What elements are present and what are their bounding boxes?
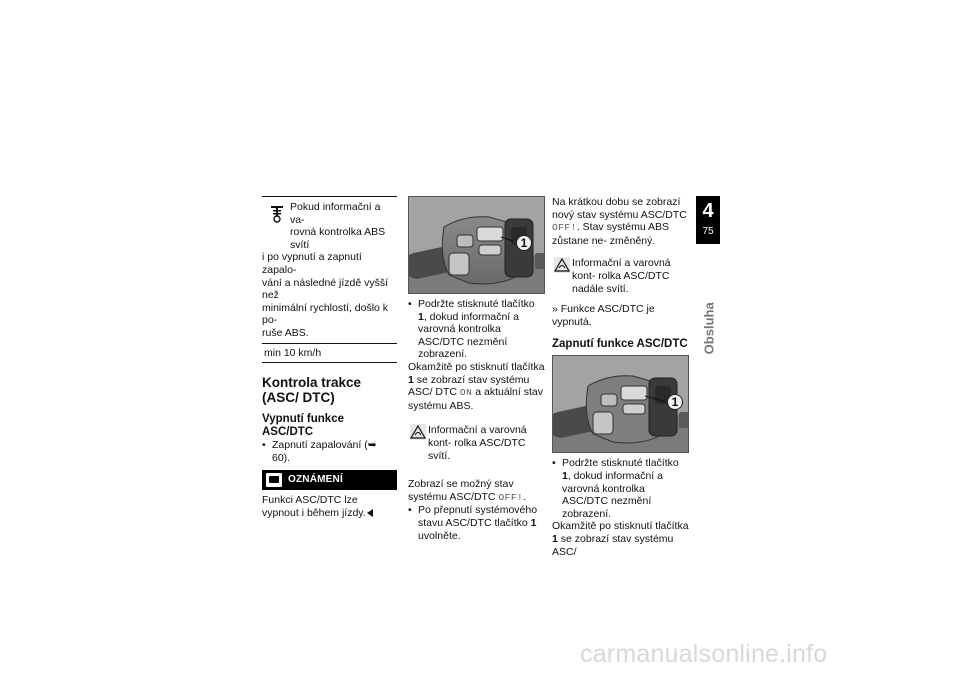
abs-note-line: i po vypnutí a zapnutí zapalo- <box>262 251 362 276</box>
notice-text-wrap <box>262 494 397 519</box>
chapter-title-wrap <box>700 300 717 360</box>
text: Okamžitě po stisknutí tlačítka <box>552 520 689 533</box>
text: se zobrazí stav systému ASC/ DTC <box>408 373 530 399</box>
text: se zobrazí stav systému ASC/ <box>552 532 674 558</box>
text: Zobrazí se možný stav systému ASC/DTC <box>408 478 514 503</box>
bullet-release-button <box>408 504 545 542</box>
column-left <box>262 196 397 520</box>
handlebar-photo <box>552 355 689 453</box>
column-middle <box>408 196 545 542</box>
notice-label: OZNÁMENÍ <box>288 474 343 486</box>
bullet-ignition: • Zapnutí zapalování (➥ 60). <box>262 439 397 464</box>
text: . Stav systému ABS zůstane ne- změněný. <box>552 221 670 247</box>
status-off: OFF! <box>498 491 524 503</box>
watermark: carmanualsonline.info <box>580 640 828 668</box>
warning-text: Informační a varovná kont- rolka ASC/DTC svítí. <box>428 424 527 462</box>
bullet-hold-button <box>408 298 545 361</box>
speed-value-row: min 10 km/h <box>262 344 397 364</box>
para-immediately <box>408 361 545 412</box>
para-short-time <box>552 196 690 247</box>
notice-icon <box>266 473 282 487</box>
button-ref: 1 <box>530 516 537 529</box>
column-right <box>552 196 690 558</box>
warning-light-note <box>552 257 690 295</box>
traction-warning-icon <box>554 257 570 273</box>
chapter-tab <box>696 196 720 244</box>
text: , dokud informační a varovná kontrolka ASC/DTC nezmění zobrazení. <box>562 469 663 520</box>
bullet-hold-button <box>552 457 690 520</box>
text: Po přepnutí systémového stavu ASC/DTC tlačítko <box>418 504 538 529</box>
status-off: OFF! <box>552 222 577 234</box>
end-mark-icon <box>367 509 373 517</box>
button-ref: 1 <box>562 469 568 482</box>
abs-note-line: vání a následné jízdě vyšší než <box>262 276 389 302</box>
heading-asc-off: Vypnutí funkce ASC/DTC <box>262 413 344 439</box>
abs-note-line: ruše ABS. <box>262 326 309 339</box>
abs-warning-icon <box>270 205 284 223</box>
button-ref: 1 <box>418 310 424 323</box>
result-asc-off: » Funkce ASC/DTC je vypnutá. <box>552 303 655 328</box>
text: a aktuální stav systému ABS. <box>408 386 543 412</box>
abs-note-box <box>262 196 397 344</box>
page-number: 75 <box>702 226 714 237</box>
button-ref: 1 <box>408 373 414 386</box>
chapter-title: Obsluha <box>701 302 717 355</box>
text: Na krátkou dobu se zobrazí nový stav systému ASC/DTC <box>552 196 687 221</box>
para-possible-state <box>408 478 545 504</box>
traction-warning-icon <box>410 424 426 440</box>
warning-light-note <box>408 424 545 462</box>
photo-badge: 1 <box>667 394 683 410</box>
abs-note-line: rovná kontrolka ABS svítí <box>290 226 386 251</box>
abs-note-line: minimální rychlostí, došlo k po- <box>262 301 389 327</box>
button-ref: 1 <box>552 532 558 545</box>
para-immediately <box>552 520 690 558</box>
abs-note-line: Pokud informační a va- <box>290 201 381 226</box>
handlebar-photo <box>408 196 545 294</box>
notice-bar <box>262 470 397 490</box>
text: . <box>523 490 527 503</box>
status-on: ON <box>459 387 473 399</box>
text: , dokud informační a varovná kontrolka ASC/DTC nezmění zobrazení. <box>418 310 519 361</box>
text: uvolněte. <box>418 529 461 542</box>
text: Okamžitě po stisknutí tlačítka <box>408 360 545 373</box>
text: Podržte stisknuté tlačítko <box>418 298 535 310</box>
heading-traction-control: Kontrola trakce (ASC/ DTC) <box>262 375 362 406</box>
photo-badge: 1 <box>516 235 532 251</box>
heading-asc-on: Zapnutí funkce ASC/DTC <box>552 338 688 351</box>
chapter-number: 4 <box>702 200 714 222</box>
notice-text: Funkci ASC/DTC lze vypnout i během jízdy. <box>262 494 366 519</box>
text: Podržte stisknuté tlačítko <box>562 457 679 470</box>
warning-text: Informační a varovná kont- rolka ASC/DTC nadále svítí. <box>572 257 671 295</box>
